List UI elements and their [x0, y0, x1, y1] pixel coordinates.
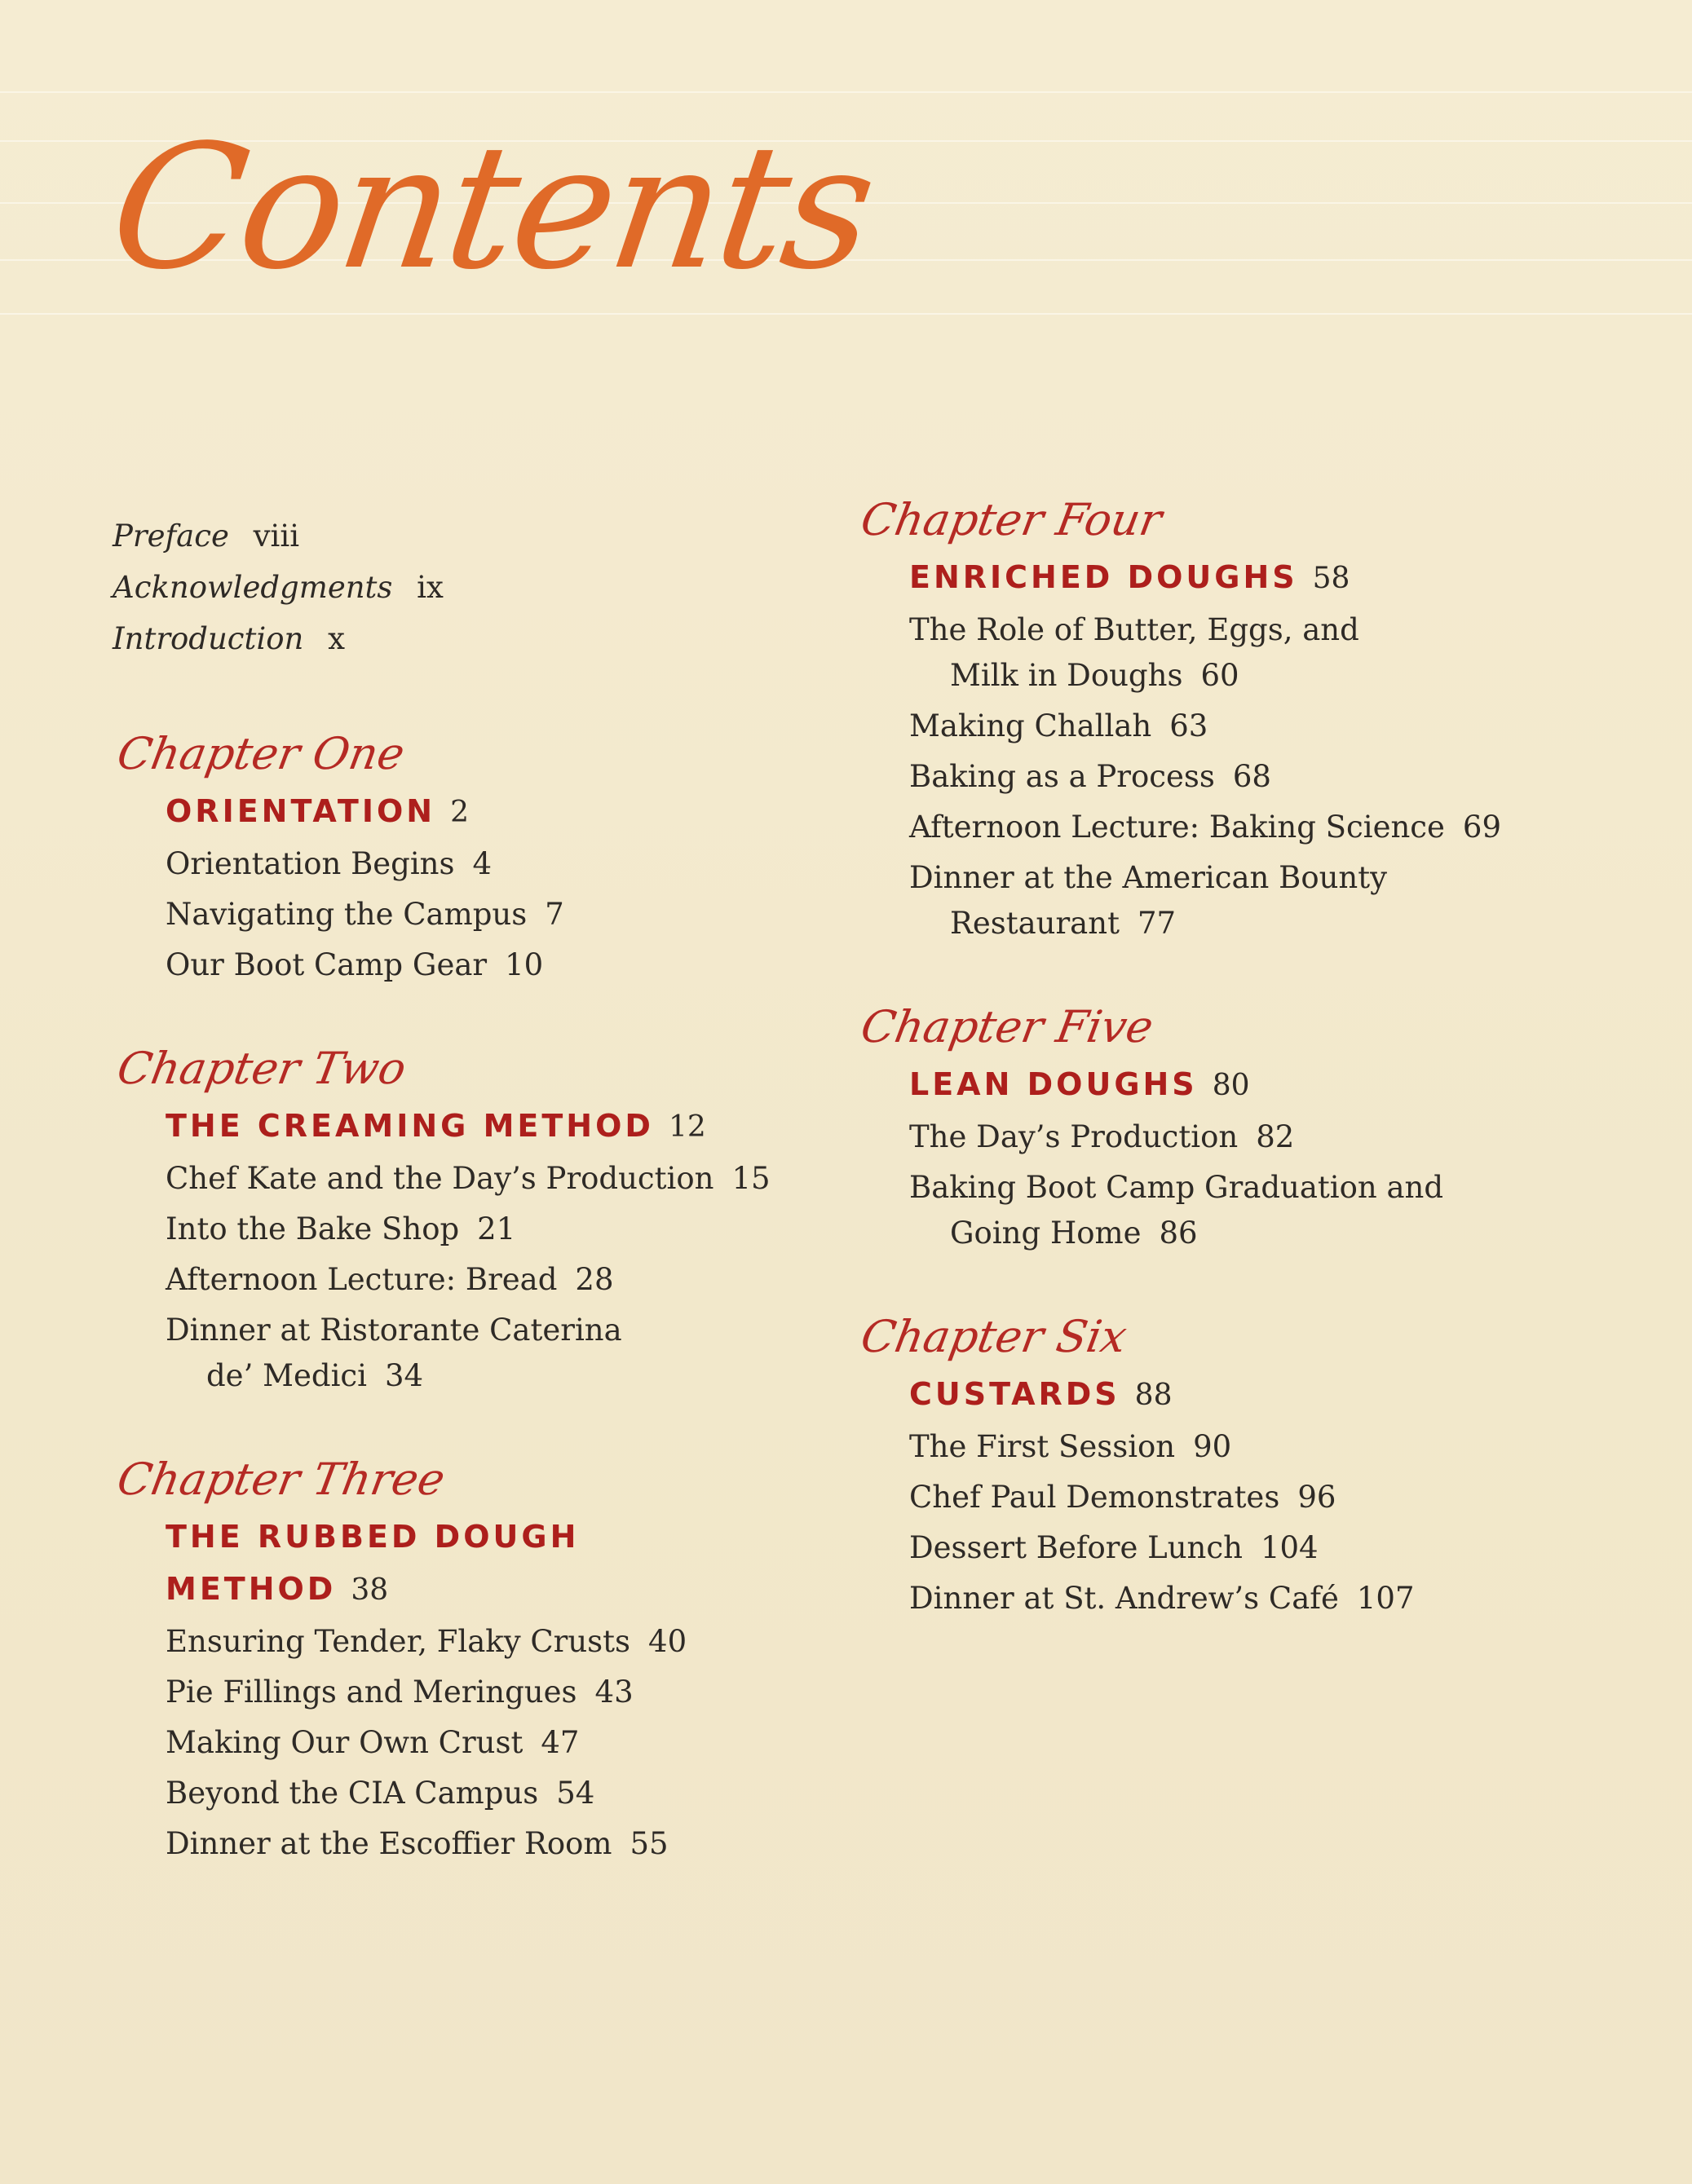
chapter-one — [113, 723, 830, 991]
page-number: 4 — [472, 846, 493, 881]
toc-entry[interactable] — [909, 853, 1590, 949]
chapter-two — [113, 1038, 830, 1401]
page-number: 40 — [648, 1624, 687, 1659]
toc-entry[interactable] — [166, 1204, 830, 1255]
front-matter-label: Introduction — [113, 621, 304, 656]
chapter-title[interactable] — [166, 785, 830, 839]
entry-text: Dinner at St. Andrew’s Café — [909, 1581, 1339, 1616]
chapter-title-text: CUSTARDS — [909, 1376, 1120, 1412]
page-number: 77 — [1137, 906, 1177, 941]
toc-entry[interactable] — [166, 839, 830, 889]
toc-entry[interactable] — [909, 1523, 1590, 1573]
entry-text: Dinner at Ristorante Caterina — [166, 1313, 622, 1348]
page-number: 104 — [1260, 1530, 1319, 1565]
toc-entry[interactable] — [909, 1472, 1590, 1523]
page-number: 82 — [1256, 1119, 1295, 1154]
chapter-title-text: LEAN DOUGHS — [909, 1066, 1198, 1102]
chapter-title[interactable] — [909, 1368, 1590, 1422]
entry-text: Dinner at the American Bounty — [909, 860, 1388, 895]
toc-entry[interactable] — [166, 940, 830, 991]
page-number: x — [328, 621, 345, 656]
page-number: 90 — [1193, 1429, 1232, 1464]
page-number: 28 — [575, 1262, 614, 1297]
front-matter-item[interactable] — [113, 562, 830, 613]
toc-entry[interactable] — [909, 802, 1590, 853]
page-number: 10 — [505, 947, 544, 982]
page-number: 96 — [1297, 1480, 1336, 1515]
chapter-title-text: THE CREAMING METHOD — [166, 1108, 654, 1144]
entry-text-continued: Going Home — [950, 1216, 1142, 1251]
entry-text: Into the Bake Shop — [166, 1211, 460, 1246]
toc-left-column — [113, 510, 830, 1917]
chapter-label: Chapter Three — [113, 1454, 449, 1505]
chapter-body — [856, 1058, 1590, 1259]
chapter-six — [856, 1306, 1590, 1624]
chapter-title[interactable] — [909, 1058, 1590, 1112]
toc-entry[interactable] — [909, 1112, 1590, 1163]
entry-text: Baking as a Process — [909, 759, 1215, 794]
page-number: 55 — [630, 1826, 669, 1861]
toc-entry[interactable] — [909, 1573, 1590, 1624]
page-number: 15 — [731, 1161, 771, 1196]
page-number: 69 — [1462, 810, 1502, 845]
page-number: 34 — [384, 1358, 424, 1393]
toc-entry[interactable] — [909, 1422, 1590, 1472]
chapter-four — [856, 489, 1590, 949]
chapter-title[interactable] — [166, 1100, 830, 1154]
page-number: 60 — [1200, 658, 1239, 693]
toc-entry[interactable] — [909, 752, 1590, 802]
page-number: 43 — [594, 1674, 634, 1710]
chapter-body — [113, 1511, 830, 1869]
toc-entry[interactable] — [166, 1617, 830, 1667]
page-title: Contents — [99, 108, 884, 307]
entry-text-continued: Milk in Doughs — [950, 658, 1183, 693]
toc-entry[interactable] — [166, 1768, 830, 1819]
toc-entry[interactable] — [166, 1255, 830, 1305]
chapter-title[interactable] — [909, 551, 1590, 605]
page-number: 54 — [556, 1776, 595, 1811]
toc-right-column — [856, 489, 1590, 1671]
page-number: 68 — [1232, 759, 1271, 794]
chapter-title-text: THE RUBBED DOUGH METHOD — [166, 1519, 580, 1607]
toc-entry[interactable] — [166, 1718, 830, 1768]
page-number: 80 — [1212, 1069, 1250, 1102]
page-number: 38 — [351, 1573, 389, 1607]
toc-entry[interactable] — [909, 701, 1590, 752]
entry-text: Dinner at the Escoffier Room — [166, 1826, 612, 1861]
entry-text: Afternoon Lecture: Baking Science — [909, 810, 1445, 845]
entry-text: The First Session — [909, 1429, 1176, 1464]
front-matter-label: Preface — [113, 518, 229, 554]
entry-text: Beyond the CIA Campus — [166, 1776, 539, 1811]
front-matter-label: Acknowledgments — [113, 570, 393, 605]
entry-text-continued: Restaurant — [950, 906, 1120, 941]
toc-entry[interactable] — [166, 1819, 830, 1869]
entry-text: Making Challah — [909, 708, 1152, 743]
toc-entry[interactable] — [166, 889, 830, 940]
entry-text: Orientation Begins — [166, 846, 455, 881]
chapter-label: Chapter One — [113, 728, 409, 779]
page-number: 88 — [1134, 1379, 1173, 1412]
chapter-five — [856, 996, 1590, 1259]
chapter-three — [113, 1449, 830, 1869]
chapter-body — [113, 1100, 830, 1401]
toc-entry[interactable] — [166, 1667, 830, 1718]
entry-text: Afternoon Lecture: Bread — [166, 1262, 558, 1297]
entry-text-continued: de’ Medici — [206, 1358, 367, 1393]
page-number: viii — [253, 518, 300, 554]
toc-entry[interactable] — [909, 1163, 1590, 1259]
entry-text: Navigating the Campus — [166, 897, 528, 932]
entry-text: The Role of Butter, Eggs, and — [909, 612, 1359, 647]
entry-text: The Day’s Production — [909, 1119, 1239, 1154]
chapter-label: Chapter Five — [857, 1001, 1158, 1052]
page-number: 58 — [1312, 562, 1350, 595]
entry-text: Baking Boot Camp Graduation and — [909, 1170, 1444, 1205]
page-number: 7 — [545, 897, 564, 932]
page-number: 63 — [1169, 708, 1208, 743]
chapter-title-text: ENRICHED DOUGHS — [909, 559, 1298, 595]
page-number: 12 — [668, 1110, 706, 1144]
chapter-title[interactable] — [166, 1511, 622, 1617]
front-matter-list — [113, 510, 830, 664]
chapter-title-text: ORIENTATION — [166, 793, 436, 829]
page-number: 2 — [450, 796, 469, 829]
entry-text: Ensuring Tender, Flaky Crusts — [166, 1624, 631, 1659]
chapter-label: Chapter Six — [857, 1311, 1131, 1362]
front-matter-item[interactable] — [113, 510, 830, 562]
entry-text: Making Our Own Crust — [166, 1725, 524, 1760]
page-number: 86 — [1159, 1216, 1198, 1251]
entry-text: Chef Paul Demonstrates — [909, 1480, 1280, 1515]
chapter-body — [113, 785, 830, 991]
chapter-body — [856, 1368, 1590, 1624]
entry-text: Chef Kate and the Day’s Production — [166, 1161, 714, 1196]
page-number: 21 — [477, 1211, 516, 1246]
entry-text: Our Boot Camp Gear — [166, 947, 488, 982]
toc-entry[interactable] — [166, 1305, 830, 1401]
page-rule — [0, 91, 1692, 93]
toc-entry[interactable] — [166, 1154, 830, 1204]
chapter-body — [856, 551, 1590, 949]
page-rule — [0, 313, 1692, 315]
page-number: 47 — [541, 1725, 580, 1760]
chapter-label: Chapter Four — [857, 494, 1166, 545]
entry-text: Dessert Before Lunch — [909, 1530, 1243, 1565]
entry-text: Pie Fillings and Meringues — [166, 1674, 577, 1710]
chapter-label: Chapter Two — [113, 1043, 410, 1094]
page-number: ix — [417, 570, 444, 605]
front-matter-item[interactable] — [113, 613, 830, 664]
toc-entry[interactable] — [909, 605, 1590, 701]
page-number: 107 — [1356, 1581, 1415, 1616]
